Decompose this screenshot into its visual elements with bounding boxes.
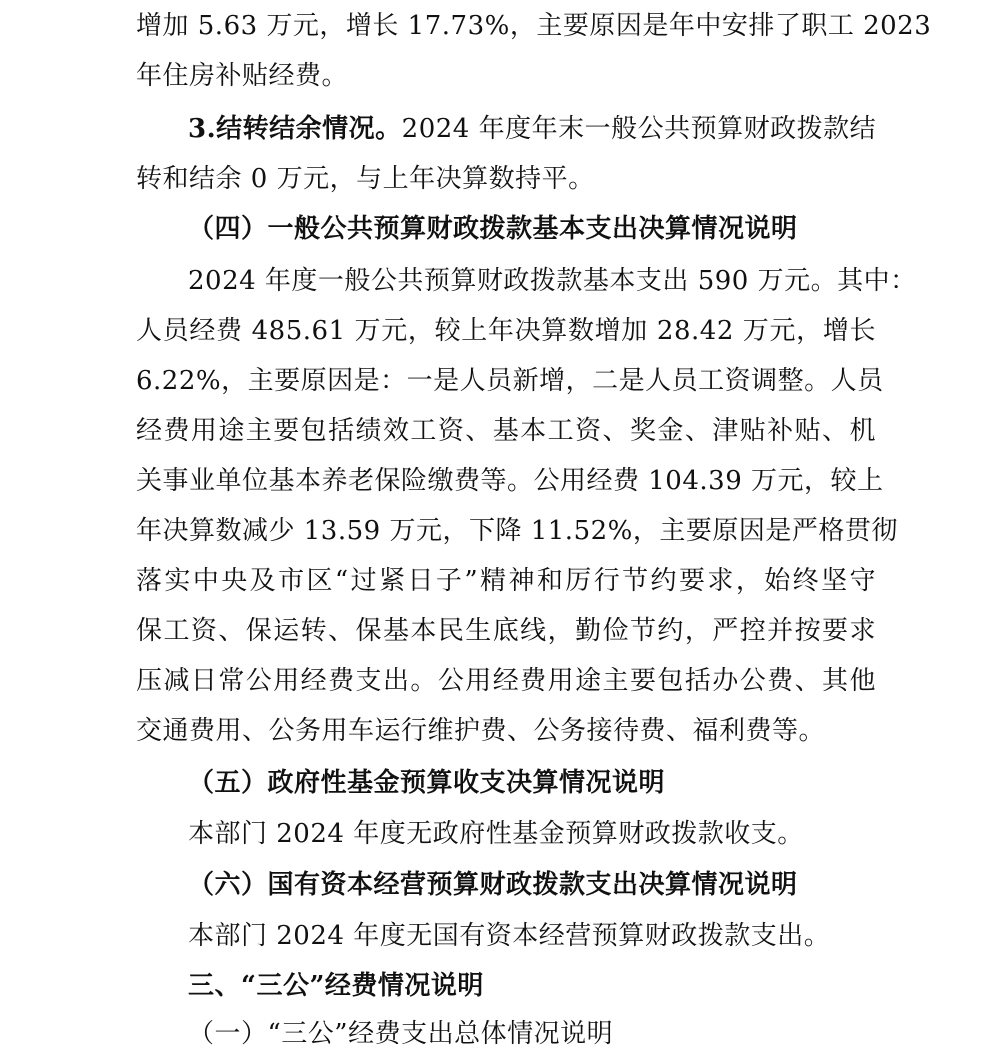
- paragraph-line: 年决算数减少 13.59 万元，下降 11.52%，主要原因是严格贯彻: [136, 516, 898, 546]
- paragraph-line: 人员经费 485.61 万元，较上年决算数增加 28.42 万元，增长: [136, 316, 876, 346]
- paragraph-line: [188, 112, 876, 146]
- paragraph-line: 转和结余 0 万元，与上年决算数持平。: [136, 164, 595, 194]
- paragraph-line: 关事业单位基本养老保险缴费等。公用经费 104.39 万元，较上: [136, 466, 884, 496]
- paragraph-line: 保工资、保运转、保基本民生底线，勤俭节约，严控并按要求: [136, 616, 876, 646]
- paragraph-line: 交通费用、公务用车运行维护费、公务接待费、福利费等。: [136, 716, 826, 746]
- paragraph-line: 落实中央及市区“过紧日子”精神和厉行节约要求，始终坚守: [136, 566, 876, 596]
- paragraph-line: 年住房补贴经费。: [136, 61, 349, 91]
- paragraph-line: 经费用途主要包括绩效工资、基本工资、奖金、津贴补贴、机: [136, 416, 876, 446]
- paragraph-line: 本部门 2024 年度无国有资本经营预算财政拨款支出。: [188, 921, 831, 951]
- section-heading: （四）一般公共预算财政拨款基本支出决算情况说明: [188, 214, 798, 244]
- paragraph-line: 2024 年度一般公共预算财政拨款基本支出 590 万元。其中：: [188, 266, 917, 296]
- paragraph-line: 6.22%，主要原因是：一是人员新增，二是人员工资调整。人员: [136, 366, 884, 396]
- chapter-heading: 三、“三公”经费情况说明: [188, 971, 484, 1001]
- paragraph-lead-bold: 3.结转结余情况。: [188, 114, 402, 144]
- section-heading: （一）“三公”经费支出总体情况说明: [188, 1019, 614, 1049]
- paragraph-text: 2024 年度年末一般公共预算财政拨款结: [401, 114, 877, 144]
- section-heading: （五）政府性基金预算收支决算情况说明: [188, 768, 666, 798]
- paragraph-line: 压减日常公用经费支出。公用经费用途主要包括办公费、其他: [136, 666, 876, 696]
- section-heading: （六）国有资本经营预算财政拨款支出决算情况说明: [188, 870, 798, 900]
- paragraph-line: 本部门 2024 年度无政府性基金预算财政拨款收支。: [188, 819, 804, 849]
- paragraph-line: 增加 5.63 万元，增长 17.73%，主要原因是年中安排了职工 2023: [136, 11, 932, 41]
